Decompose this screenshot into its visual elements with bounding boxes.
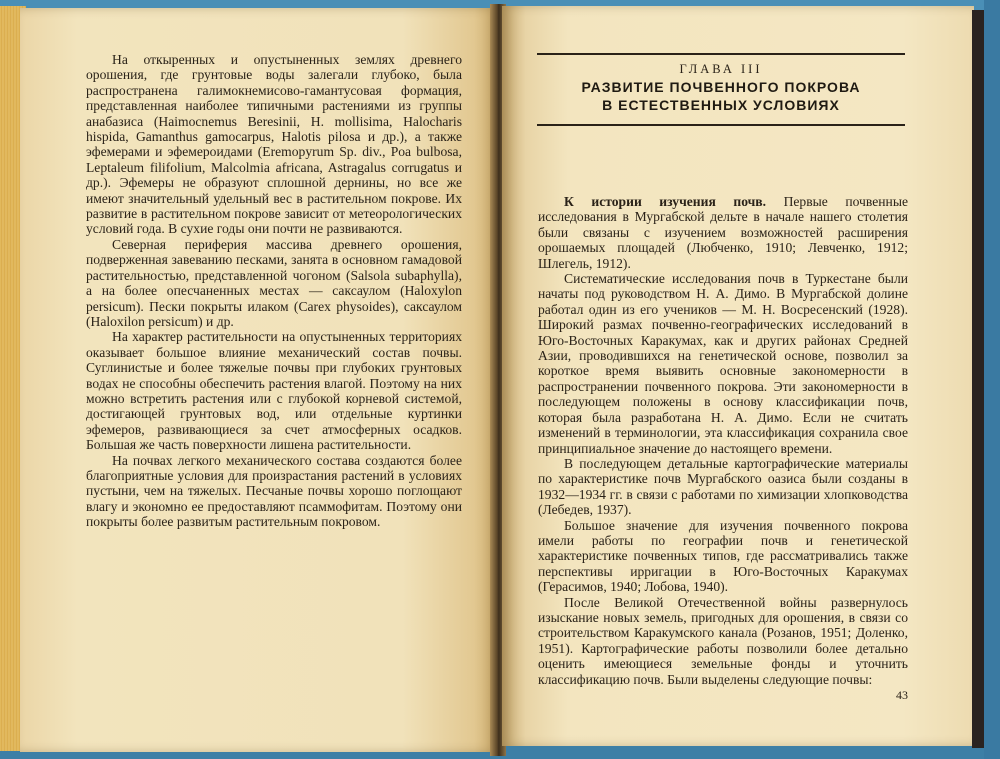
right-page-text bbox=[538, 194, 908, 687]
chapter-top-rule bbox=[537, 53, 905, 55]
right-paragraph-5: После Великой Отечественной войны развернулось изыскание новых земель, пригодных для орошения, в связи со строительством Каракумского канала (Розанов, 1951; Доленко, 1951). Картографические работы позволили более детально оценить имеющиеся земельные фонды и уточнить классификацию почв. Были выделены следующие почвы: bbox=[538, 594, 908, 687]
right-paragraph-2: Систематические исследования почв в Туркестане были начаты под руководством Н. А. Димо. В Мургабской долине работал один из его учеников — М. Н. Восресенский (1928). Широкий размах почвенно-географических исследований в Юго-Восточных Каракумах, как и других районах Средней Азии, проводившихся на генетической основе, позволил за короткое время выявить основные закономерности в распространении почвенного покрова. Эти закономерности в последующем положены в основу классификации почв, которая была разработана Н. А. Димо. Если не считать изменений в терминологии, эта классификация сохранила свое принципиальное значение до настоящего времени. bbox=[538, 271, 908, 456]
left-paragraph-3: На характер растительности на опустыненных территориях оказывает большое влияние механический состав почвы. Суглинистые и более тяжелые почвы при глубоких грунтовых водах не способны обеспечить растения влагой. Поэтому на них можно встретить растения или с глубокой корневой системой, достигающей грунтовых вод, или отдельные куртинки эфемеров, развивающиеся за счет атмосферных осадков. Большая же часть поверхности лишена растительности. bbox=[86, 329, 462, 453]
right-paragraph-1 bbox=[538, 194, 908, 271]
book-cover-right bbox=[984, 0, 1000, 759]
chapter-bottom-rule bbox=[537, 124, 905, 126]
chapter-label: ГЛАВА III bbox=[679, 62, 763, 76]
section-heading: К истории изучения почв. bbox=[564, 194, 767, 209]
right-paragraph-1-body: Первые почвенные исследования в Мургабской дельте в начале нашего столетия были связаны с изучением возможностей расширения орошаемых площадей (Любченко, 1910; Левченко, 1912; Шлегель, 1912). bbox=[538, 194, 908, 271]
left-paragraph-4: На почвах легкого механического состава создаются более благоприятные условия для произрастания растений в условиях пустыни, чем на тяжелых. Песчаные почвы хорошо поглощают влагу и экономно ее предоставляют псаммофитам. Поэтому они покрыты более развитым растительным покровом. bbox=[86, 452, 462, 530]
right-paragraph-3: В последующем детальные картографические материалы по характеристике почв Мургабского оазиса были созданы в 1932—1934 гг. в связи с работами по химизации хлопководства (Лебедев, 1937). bbox=[538, 455, 908, 518]
chapter-title bbox=[537, 78, 905, 114]
chapter-title-line-2: В ЕСТЕСТВЕННЫХ УСЛОВИЯХ bbox=[602, 97, 840, 113]
left-paragraph-2: Северная периферия массива древнего орошения, подверженная завеванию песками, занята в основном гамадовой растительностью, представленной чогоном (Salsola subaphylla), а на более опесчаненных местах — саксаулом (Haloxylon persicum). Пески покрыты илаком (Carex physoides), саксаулом (Haloxilon persicum) и др. bbox=[86, 236, 462, 329]
page-number: 43 bbox=[896, 688, 908, 702]
left-page-text bbox=[86, 52, 462, 530]
right-paragraph-4: Большое значение для изучения почвенного покрова имели работы по географии почв и генетической характеристике почвенных типов, где рассматривались также перспективы ирригации в Юго-Восточных Каракумах (Герасимов, 1940; Лобова, 1940). bbox=[538, 517, 908, 595]
chapter-title-line-1: РАЗВИТИЕ ПОЧВЕННОГО ПОКРОВА bbox=[581, 79, 861, 95]
page-edge-right bbox=[972, 10, 984, 748]
left-paragraph-1: На откыренных и опустыненных землях древнего орошения, где грунтовые воды залегали глубоко, была распространена галимокнемисово-гамантусовая формация, представленная наиболее типичными растениями из группы анабазиса (Haimocnemus Beresinii, H. mollisima, Halocharis hispida, Gamanthus gamocarpus, Halotis pilosa и др.), а также эфемерами и эфемероидами (Eremopyrum Sp. div., Poa bulbosa, Leptaleum filifolium, Malcolmia africana, Astragalus corrugatus и др.). Эфемеры не образуют сплошной дернины, но все же имеют значительный удельный вес в растительном покрове. Их развитие в растительном покрове зависит от метеорологических условий года. В сухие годы они почти не развиваются. bbox=[86, 52, 462, 237]
